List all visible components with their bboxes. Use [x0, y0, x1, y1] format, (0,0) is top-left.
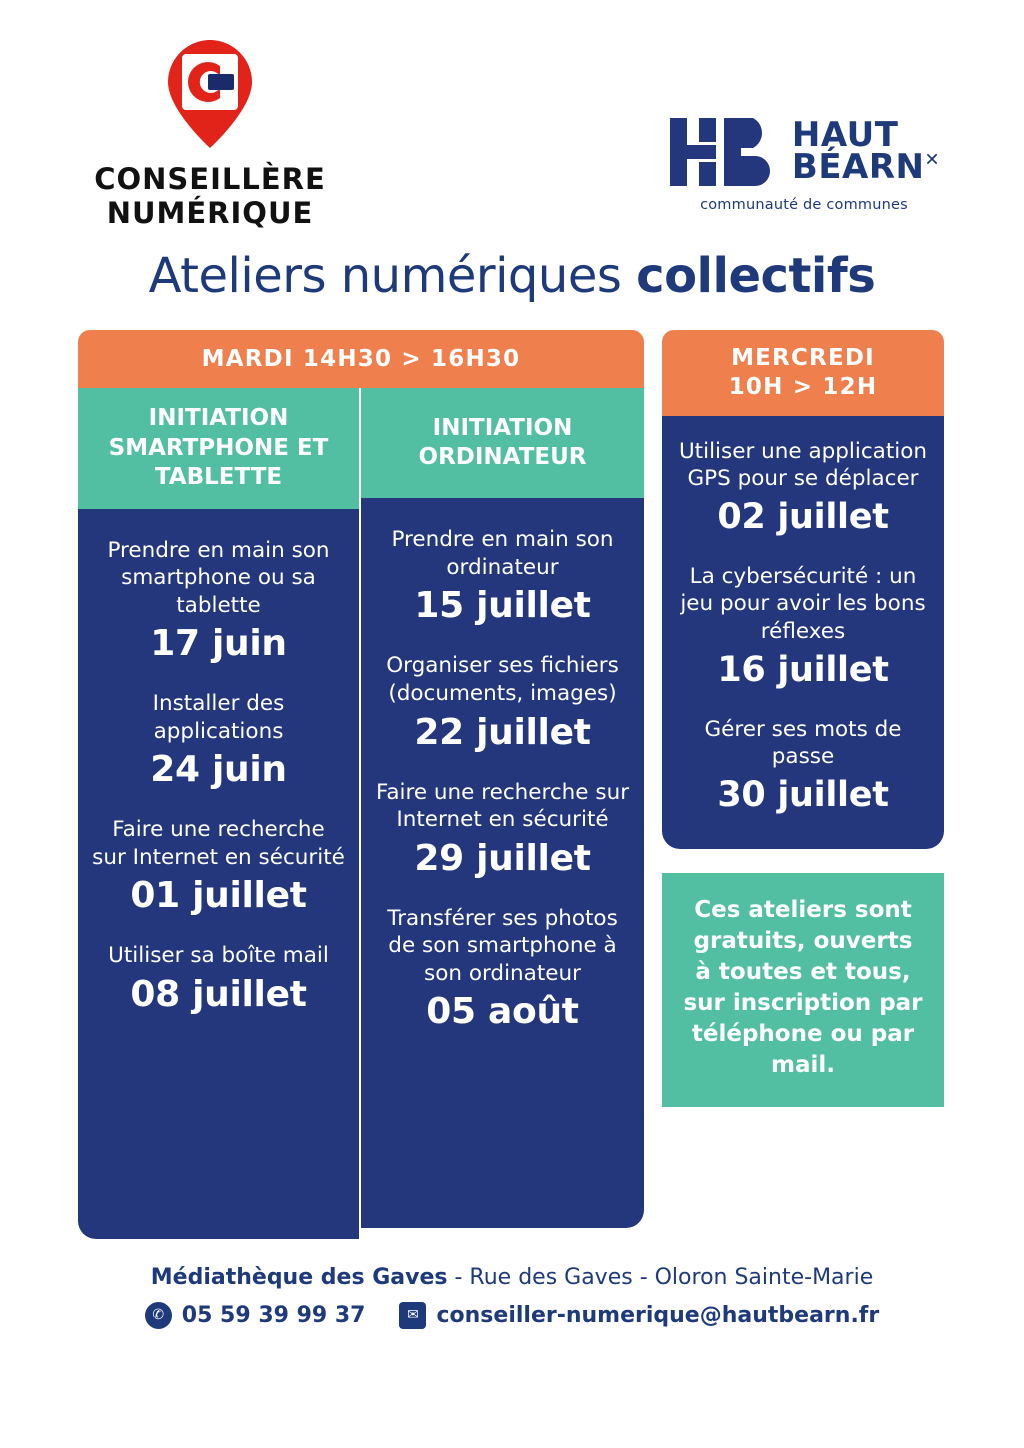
footer-venue: Médiathèque des Gaves: [150, 1264, 448, 1290]
session-date: 22 juillet: [414, 711, 591, 753]
conseillere-numerique-logo: [70, 40, 350, 230]
cn-logo-text: [70, 162, 350, 230]
sessions-ordinateur: [361, 498, 644, 1228]
list-item: [92, 942, 345, 1015]
session-label: Transférer ses photos de son smartphone à son ordinateur: [387, 905, 618, 986]
footer: [0, 1239, 1024, 1329]
session-date: 17 juin: [150, 623, 287, 665]
list-item: [678, 716, 928, 815]
tuesday-day-header: MARDI 14H30 > 16H30: [78, 330, 644, 388]
session-date: 08 juillet: [130, 973, 307, 1015]
haut-bearn-logo: [654, 40, 954, 213]
list-item: [92, 690, 345, 790]
schedule-grid: [0, 304, 1024, 1238]
session-label: Prendre en main son smartphone ou sa tablette: [107, 537, 330, 618]
session-date: 02 juillet: [717, 496, 889, 537]
footer-phone[interactable]: 05 59 39 99 37: [181, 1302, 366, 1328]
list-item: [375, 652, 630, 752]
list-item: [678, 563, 928, 690]
wednesday-day-header-line1: MERCREDI: [731, 345, 875, 372]
wednesday-block: [662, 330, 944, 1106]
session-label: Faire une recherche sur Internet en sécurité: [92, 817, 345, 870]
session-date: 16 juillet: [717, 649, 889, 690]
session-label: La cybersécurité : un jeu pour avoir les bons réflexes: [680, 563, 926, 644]
footer-contact-line: [70, 1302, 954, 1329]
session-date: 15 juillet: [414, 585, 591, 627]
sessions-wednesday: [662, 416, 944, 849]
phone-icon: ✆: [145, 1302, 172, 1329]
map-pin-icon: [168, 40, 252, 148]
registration-note: Ces ateliers sont gratuits, ouverts à toutes et tous, sur inscription par téléphone ou par mail.: [662, 873, 944, 1107]
subheader-smartphone-tablette: INITIATION SMARTPHONE ET TABLETTE: [78, 388, 361, 508]
wednesday-day-header: [662, 330, 944, 416]
sessions-smartphone-tablette: [78, 509, 361, 1239]
column-ordinateur: [361, 388, 644, 1238]
tuesday-block: [78, 330, 644, 1238]
hb-line1: HAUT: [791, 114, 899, 155]
list-item: [375, 779, 630, 879]
footer-address: - Rue des Gaves - Oloron Sainte-Marie: [447, 1264, 874, 1290]
cn-logo-line1: CONSEILLÈRE: [94, 162, 326, 196]
hb-cross-icon: ✕: [924, 149, 941, 171]
list-item: [375, 526, 630, 626]
wednesday-day-header-line2: 10H > 12H: [728, 374, 878, 401]
session-label: Organiser ses fichiers (documents, images): [386, 653, 619, 706]
hb-line2: BÉARN: [791, 147, 925, 187]
page-title-part2: collectifs: [636, 248, 876, 305]
hb-subtitle: communauté de communes: [700, 197, 908, 213]
column-smartphone-tablette: [78, 388, 361, 1238]
list-item: [375, 905, 630, 1033]
session-label: Utiliser sa boîte mail: [108, 943, 329, 969]
page-title: [0, 248, 1024, 304]
session-label: Prendre en main son ordinateur: [391, 527, 614, 580]
mail-icon: ✉: [399, 1302, 426, 1329]
session-label: Faire une recherche sur Internet en sécurité: [375, 779, 630, 833]
page-title-part1: Ateliers numériques: [148, 248, 637, 305]
list-item: [678, 438, 928, 537]
footer-address-line: [70, 1265, 954, 1290]
session-date: 01 juillet: [130, 875, 307, 917]
session-label: Gérer ses mots de passe: [704, 716, 902, 770]
session-date: 05 août: [426, 991, 579, 1033]
session-label: Installer des applications: [152, 691, 285, 744]
session-date: 30 juillet: [717, 774, 889, 815]
hb-monogram-icon: [668, 112, 778, 190]
session-date: 29 juillet: [414, 837, 591, 879]
logo-header: [0, 0, 1024, 230]
list-item: [92, 537, 345, 665]
list-item: [92, 816, 345, 916]
subheader-ordinateur: INITIATION ORDINATEUR: [361, 388, 644, 498]
cn-logo-line2: NUMÉRIQUE: [106, 196, 314, 231]
session-label: Utiliser une application GPS pour se déplacer: [678, 438, 928, 492]
footer-email[interactable]: conseiller-numerique@hautbearn.fr: [436, 1302, 880, 1328]
session-date: 24 juin: [150, 749, 287, 791]
